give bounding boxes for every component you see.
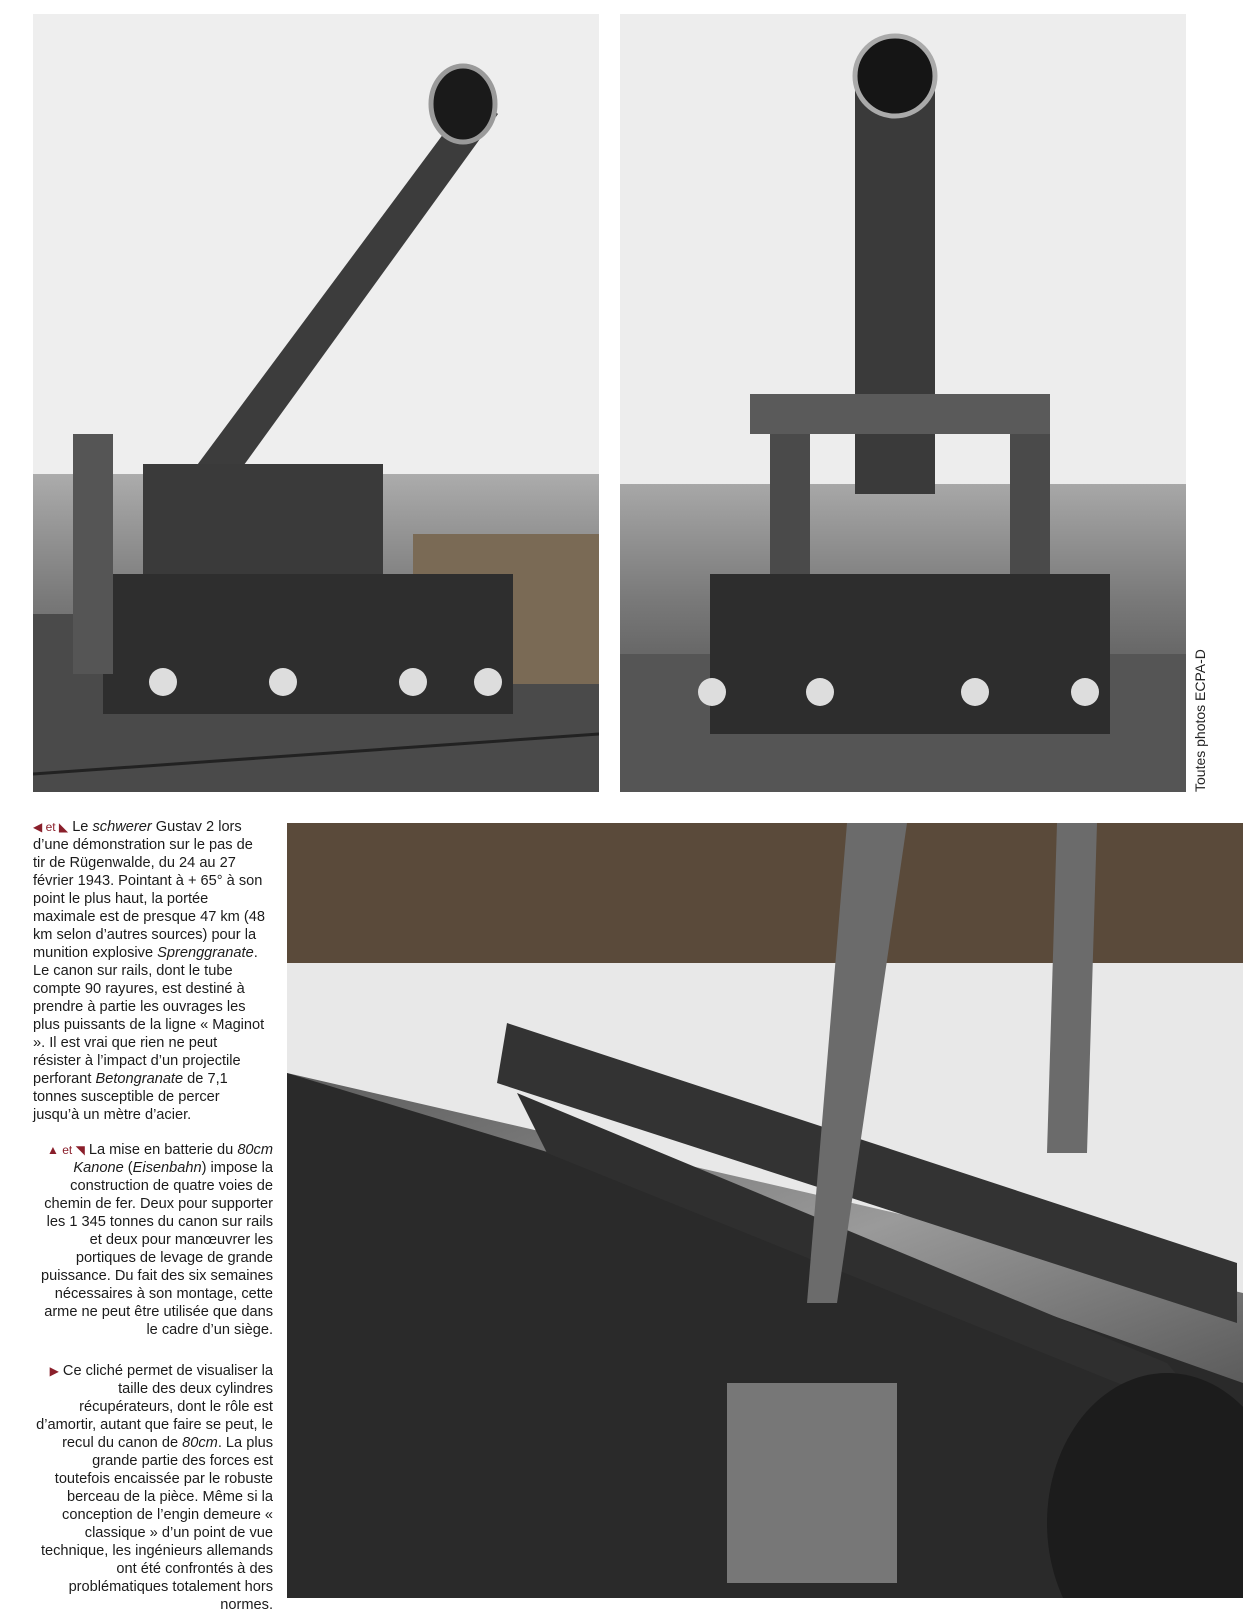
- photo-credit: Toutes photos ECPA-D: [1192, 649, 1208, 792]
- caption-recoil-cylinders: ▶ Ce cliché permet de visualiser la taille des deux cylindres récupérateurs, dont le rôle est d’amortir, autant que faire se peut, le recul du canon de 80cm. La plus grande partie des forces est toutefois encaissée par le robuste berceau de la pièce. Même si la conception de l’engin demeure « classique » d’un point de vue technique, les ingénieurs allemands ont été confrontés à des problématiques totalement hors normes.: [36, 1363, 273, 1613]
- caption-gustav-demonstration: ◀ et ◣ Le schwerer Gustav 2 lors d’une démonstration sur le pas de tir de Rügenwalde, du 24 au 27 février 1943. Pointant à + 65° à son point le plus haut, la portée maximale est de presque 47 km (48 km selon d’autres sources) pour la munition explosive Sprenggranate. Le canon sur rails, dont le tube compte 90 rayures, est destiné à prendre à partie les ouvrages les plus puissants de la ligne « Maginot ». Il est vrai que rien ne peut résister à l’impact d’un projectile perforant Betongranate de 7,1 tonnes susceptible de percer jusqu’à un mètre d’acier.: [33, 819, 265, 1123]
- photo-gustav-vertical: [620, 14, 1186, 792]
- pointer-arrows: ◀ et ◣: [33, 820, 69, 834]
- photo-recoil-cylinders: [287, 823, 1243, 1598]
- pointer-arrow: ▶: [49, 1364, 59, 1378]
- pointer-arrows: ▲ et ◥: [47, 1143, 85, 1157]
- caption-mise-en-batterie: ▲ et ◥ La mise en batterie du 80cm Kanone (Eisenbahn) impose la construction de quatre voies de chemin de fer. Deux pour supporter les 1 345 tonnes du canon sur rails et deux pour manœuvrer les portiques de levage de grande puissance. Du fait des six semaines nécessaires à son montage, cette arme ne peut être utilisée que dans le cadre d’un siège.: [41, 1142, 273, 1338]
- photo-gustav-angled: [33, 14, 599, 792]
